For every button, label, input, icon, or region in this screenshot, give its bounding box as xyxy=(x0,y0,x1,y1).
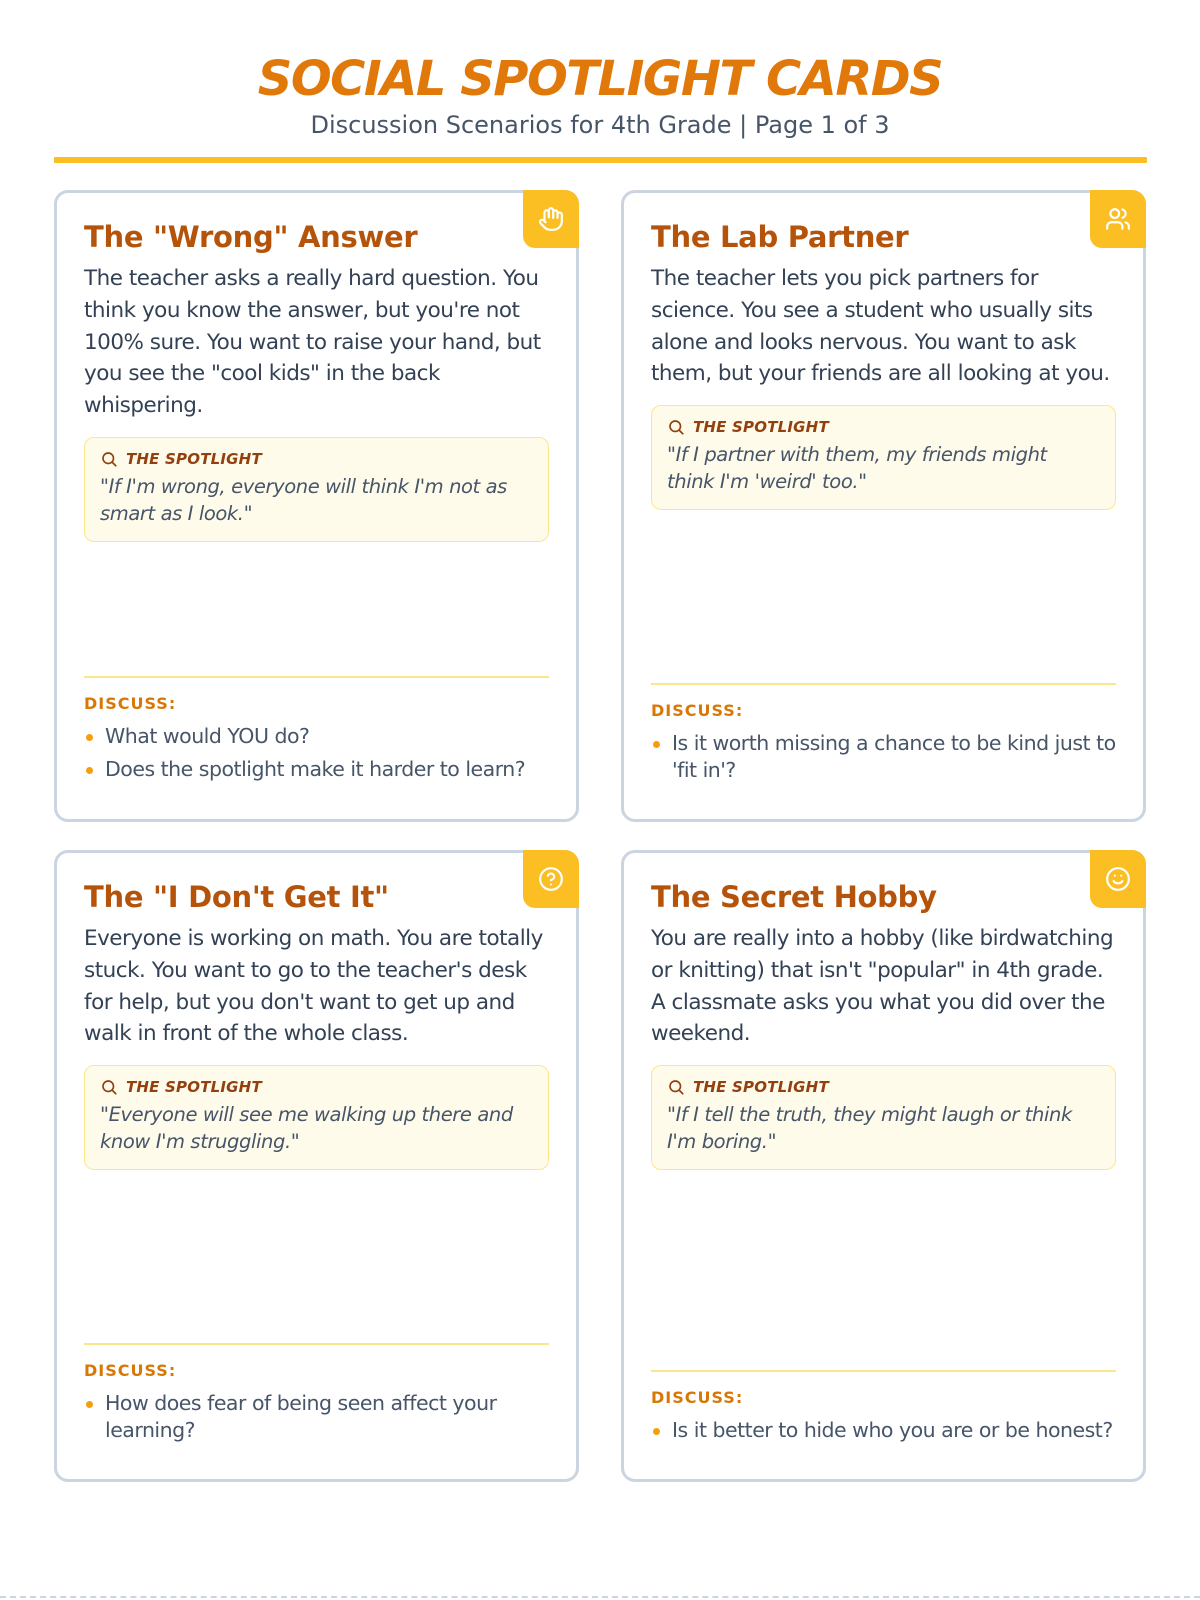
header-divider xyxy=(54,157,1147,163)
scenario-card xyxy=(54,850,579,1482)
card-title: The Secret Hobby xyxy=(651,880,937,914)
scenario-card xyxy=(621,190,1146,822)
spotlight-label: THE SPOTLIGHT xyxy=(693,1078,829,1097)
smile-icon xyxy=(1090,850,1146,908)
discuss-section xyxy=(651,1370,1116,1450)
search-icon xyxy=(667,1078,685,1096)
discuss-item: How does fear of being seen affect your learning? xyxy=(84,1390,549,1444)
discuss-divider xyxy=(84,1343,549,1345)
discuss-list xyxy=(84,723,549,783)
discuss-list xyxy=(651,1417,1116,1444)
card-scenario-text: The teacher asks a really hard question. You think you know the answer, but you're not 100% sure. You want to raise your hand, but you see the "cool kids" in the back whispering. xyxy=(84,266,541,419)
discuss-divider xyxy=(651,1370,1116,1372)
page-title: SOCIAL SPOTLIGHT CARDS xyxy=(257,51,943,107)
discuss-item: Is it worth missing a chance to be kind just to 'fit in'? xyxy=(651,730,1116,784)
hand-icon xyxy=(523,190,579,248)
spotlight-box xyxy=(651,405,1116,510)
scenario-card xyxy=(621,850,1146,1482)
card-scenario-text: Everyone is working on math. You are totally stuck. You want to go to the teacher's desk for help, but you don't want to get up and walk in front of the whole class. xyxy=(84,926,543,1047)
scenario-card xyxy=(54,190,579,822)
card-scenario-text: The teacher lets you pick partners for science. You see a student who usually sits alone and looks nervous. You want to ask them, but your friends are all looking at you. xyxy=(651,266,1110,387)
discuss-section xyxy=(84,676,549,789)
page-header xyxy=(0,50,1200,140)
spotlight-quote: "Everyone will see me walking up there and know I'm struggling." xyxy=(100,1103,513,1154)
search-icon xyxy=(667,418,685,436)
spotlight-box xyxy=(84,1065,549,1170)
discuss-label: DISCUSS: xyxy=(651,701,744,720)
discuss-list xyxy=(84,1390,549,1444)
discuss-label: DISCUSS: xyxy=(84,694,177,713)
discuss-section xyxy=(651,683,1116,790)
question-circle-icon xyxy=(523,850,579,908)
card-title: The Lab Partner xyxy=(651,220,909,254)
search-icon xyxy=(100,1078,118,1096)
discuss-list xyxy=(651,730,1116,784)
spotlight-box xyxy=(651,1065,1116,1170)
spotlight-box xyxy=(84,437,549,542)
search-icon xyxy=(100,450,118,468)
cut-line xyxy=(0,1596,1200,1598)
discuss-section xyxy=(84,1343,549,1450)
discuss-divider xyxy=(84,676,549,678)
discuss-item: Is it better to hide who you are or be honest? xyxy=(651,1417,1116,1444)
card-title: The "I Don't Get It" xyxy=(84,880,389,914)
discuss-label: DISCUSS: xyxy=(84,1361,177,1380)
spotlight-label: THE SPOTLIGHT xyxy=(693,418,829,437)
spotlight-quote: "If I partner with them, my friends might think I'm 'weird' too." xyxy=(667,443,1047,494)
spotlight-label: THE SPOTLIGHT xyxy=(126,1078,262,1097)
discuss-divider xyxy=(651,683,1116,685)
users-icon xyxy=(1090,190,1146,248)
discuss-label: DISCUSS: xyxy=(651,1388,744,1407)
card-scenario-text: You are really into a hobby (like birdwatching or knitting) that isn't "popular" in 4th grade. A classmate asks you what you did over the weekend. xyxy=(651,926,1114,1047)
page-subtitle: Discussion Scenarios for 4th Grade | Page 1 of 3 xyxy=(310,111,890,139)
spotlight-label: THE SPOTLIGHT xyxy=(126,449,262,468)
discuss-item: What would YOU do? xyxy=(84,723,549,750)
discuss-item: Does the spotlight make it harder to learn? xyxy=(84,756,549,783)
spotlight-quote: "If I tell the truth, they might laugh or think I'm boring." xyxy=(667,1103,1072,1154)
card-title: The "Wrong" Answer xyxy=(84,220,418,254)
spotlight-quote: "If I'm wrong, everyone will think I'm not as smart as I look." xyxy=(100,474,507,525)
